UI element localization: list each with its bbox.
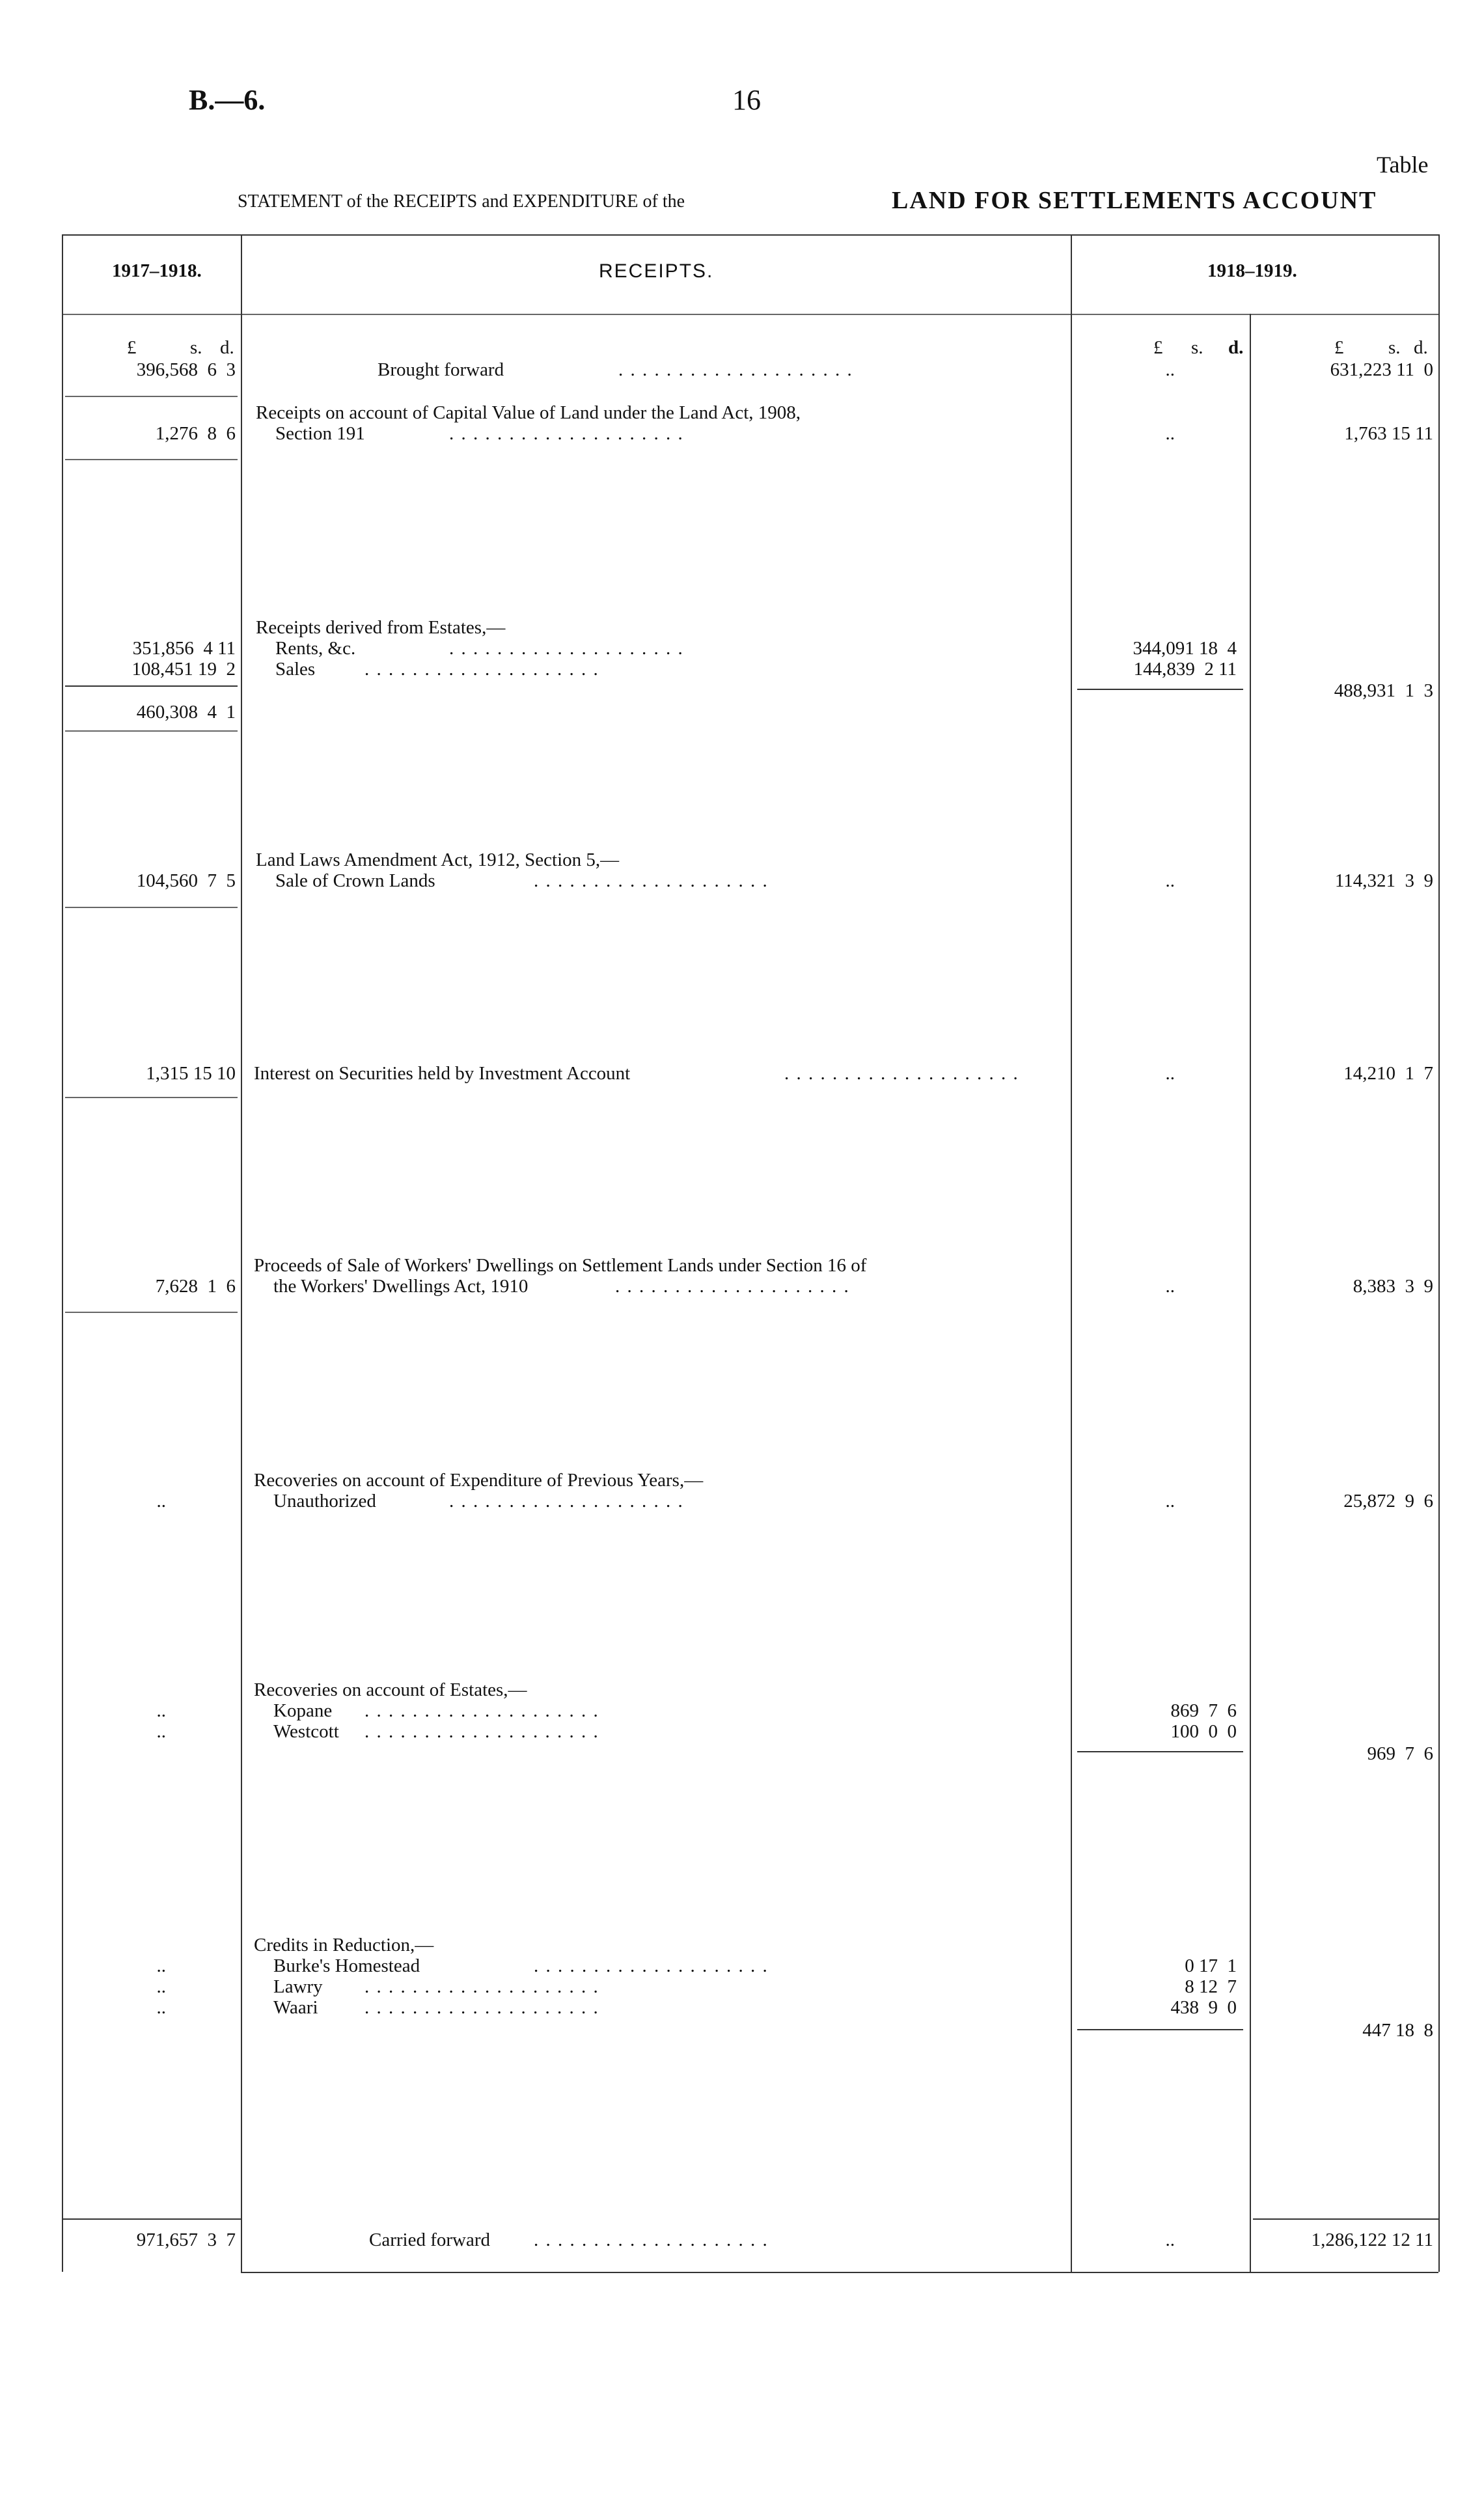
brought-forward-total: 631,223 11 0	[1330, 359, 1433, 380]
interest-mid: ..	[1165, 1063, 1175, 1084]
lawry-prev: ..	[156, 1976, 166, 1997]
brought-forward-prev: 396,568 6 3	[136, 359, 236, 380]
leader-dots: . . . . . . . . . . . . . . . . . . . .	[364, 1997, 599, 2018]
kopane-mid: 869 7 6	[1170, 1700, 1237, 1721]
lawry-label: Lawry	[273, 1976, 323, 1997]
westcott-prev: ..	[156, 1721, 166, 1742]
unit-s-prev: s.	[190, 337, 202, 358]
recoveries-estates-total: 969 7 6	[1367, 1743, 1433, 1764]
rents-prev: 351,856 4 11	[132, 638, 236, 659]
leader-dots: . . . . . . . . . . . . . . . . . . . .	[534, 2230, 769, 2250]
recoveries-prev-years-heading: Recoveries on account of Expenditure of Previous Years,—	[254, 1470, 704, 1491]
unauthorized-mid: ..	[1165, 1491, 1175, 1512]
sales-prev: 108,451 19 2	[131, 659, 236, 680]
leader-dots: . . . . . . . . . . . . . . . . . . . .	[618, 359, 853, 380]
unit-d-mid: d.	[1228, 337, 1244, 358]
estates-heading: Receipts derived from Estates,—	[256, 617, 506, 638]
carried-forward-label: Carried forward	[369, 2230, 490, 2250]
leader-dots: . . . . . . . . . . . . . . . . . . . .	[364, 1700, 599, 1721]
burke-label: Burke's Homestead	[273, 1955, 420, 1976]
capital-value-total: 1,763 15 11	[1344, 423, 1433, 444]
leader-dots: . . . . . . . . . . . . . . . . . . . .	[449, 638, 684, 659]
unauthorized-label: Unauthorized	[273, 1491, 376, 1512]
capital-value-mid: ..	[1165, 423, 1175, 444]
workers-total: 8,383 3 9	[1353, 1276, 1433, 1297]
page-number: 16	[732, 84, 761, 116]
rule	[65, 730, 238, 732]
col-divider-3	[1071, 234, 1072, 2272]
leader-dots: . . . . . . . . . . . . . . . . . . . .	[784, 1063, 1019, 1084]
credits-heading: Credits in Reduction,—	[254, 1935, 434, 1955]
waari-mid: 438 9 0	[1170, 1997, 1237, 2018]
rents-mid: 344,091 18 4	[1133, 638, 1237, 659]
rule	[65, 1097, 238, 1098]
curr-year-header: 1918–1919.	[1207, 260, 1297, 281]
burke-prev: ..	[156, 1955, 166, 1976]
unit-s-total: s.	[1388, 337, 1401, 358]
workers-mid: ..	[1165, 1276, 1175, 1297]
unit-s-mid: s.	[1191, 337, 1203, 358]
carried-forward-total: 1,286,122 12 11	[1311, 2230, 1433, 2250]
rule	[65, 907, 238, 908]
col-divider-2	[241, 234, 242, 2272]
unit-pound-prev: £	[127, 337, 137, 358]
sales-mid: 144,839 2 11	[1133, 659, 1237, 680]
brought-forward-mid: ..	[1165, 359, 1175, 380]
unit-pound-total: £	[1334, 337, 1344, 358]
interest-label: Interest on Securities held by Investment Account	[254, 1063, 631, 1084]
unit-pound-mid: £	[1153, 337, 1163, 358]
land-laws-heading: Land Laws Amendment Act, 1912, Section 5,—	[256, 849, 620, 870]
kopane-label: Kopane	[273, 1700, 333, 1721]
carried-forward-top-rule	[62, 2218, 241, 2220]
lawry-mid: 8 12 7	[1185, 1976, 1237, 1997]
capital-value-label-1: Receipts on account of Capital Value of Land under the Land Act, 1908,	[256, 402, 801, 423]
title-main: LAND FOR SETTLEMENTS ACCOUNT	[892, 187, 1377, 214]
col-divider-1	[62, 234, 63, 2272]
page-reference: B.—6.	[189, 84, 266, 116]
title-prefix: STATEMENT of the RECEIPTS and EXPENDITURE of the	[238, 191, 685, 212]
prev-year-header: 1917–1918.	[112, 260, 202, 281]
leader-dots: . . . . . . . . . . . . . . . . . . . .	[615, 1276, 850, 1297]
leader-dots: . . . . . . . . . . . . . . . . . . . .	[449, 423, 684, 444]
col-divider-5	[1438, 234, 1440, 2272]
burke-mid: 0 17 1	[1185, 1955, 1237, 1976]
subtotal-rule-mid	[1077, 1751, 1243, 1752]
capital-value-prev: 1,276 8 6	[155, 423, 236, 444]
capital-value-label-2: Section 191	[275, 423, 365, 444]
table-top-rule	[62, 234, 1438, 236]
workers-prev: 7,628 1 6	[155, 1276, 236, 1297]
receipts-header: RECEIPTS.	[599, 260, 714, 282]
crown-lands-mid: ..	[1165, 870, 1175, 891]
rents-label: Rents, &c.	[275, 638, 356, 659]
leader-dots: . . . . . . . . . . . . . . . . . . . .	[449, 1491, 684, 1512]
westcott-label: Westcott	[273, 1721, 339, 1742]
col-divider-4	[1250, 314, 1251, 2272]
carried-forward-mid: ..	[1165, 2230, 1175, 2250]
subtotal-rule	[65, 685, 238, 687]
rule	[65, 459, 238, 460]
leader-dots: . . . . . . . . . . . . . . . . . . . .	[364, 1721, 599, 1742]
carried-forward-top-rule-total	[1253, 2218, 1438, 2220]
unauthorized-total: 25,872 9 6	[1343, 1491, 1433, 1512]
header-rule	[62, 314, 1438, 315]
leader-dots: . . . . . . . . . . . . . . . . . . . .	[364, 659, 599, 680]
workers-label-2: the Workers' Dwellings Act, 1910	[273, 1276, 529, 1297]
subtotal-rule-mid	[1077, 689, 1243, 690]
rule	[65, 1312, 238, 1313]
workers-label-1: Proceeds of Sale of Workers' Dwellings on Settlement Lands under Section 16 of	[254, 1255, 867, 1276]
unauthorized-prev: ..	[156, 1491, 166, 1512]
table-label: Table	[1377, 152, 1429, 178]
crown-lands-prev: 104,560 7 5	[136, 870, 236, 891]
credits-total: 447 18 8	[1362, 2020, 1433, 2041]
westcott-mid: 100 0 0	[1170, 1721, 1237, 1742]
leader-dots: . . . . . . . . . . . . . . . . . . . .	[534, 870, 769, 891]
interest-prev: 1,315 15 10	[146, 1063, 236, 1084]
sales-label: Sales	[275, 659, 316, 680]
unit-d-prev: d.	[220, 337, 234, 358]
table-bottom-rule	[241, 2272, 1438, 2273]
recoveries-estates-heading: Recoveries on account of Estates,—	[254, 1679, 527, 1700]
brought-forward-label: Brought forward	[378, 359, 504, 380]
leader-dots: . . . . . . . . . . . . . . . . . . . .	[534, 1955, 769, 1976]
crown-lands-total: 114,321 3 9	[1334, 870, 1433, 891]
kopane-prev: ..	[156, 1700, 166, 1721]
interest-total: 14,210 1 7	[1343, 1063, 1433, 1084]
subtotal-rule-mid	[1077, 2029, 1243, 2030]
estates-subtotal-prev: 460,308 4 1	[136, 702, 236, 723]
crown-lands-label: Sale of Crown Lands	[275, 870, 435, 891]
waari-prev: ..	[156, 1997, 166, 2018]
waari-label: Waari	[273, 1997, 318, 2018]
estates-total: 488,931 1 3	[1334, 680, 1433, 701]
leader-dots: . . . . . . . . . . . . . . . . . . . .	[364, 1976, 599, 1997]
rule	[65, 396, 238, 397]
unit-d-total: d.	[1414, 337, 1428, 358]
carried-forward-prev: 971,657 3 7	[136, 2230, 236, 2250]
